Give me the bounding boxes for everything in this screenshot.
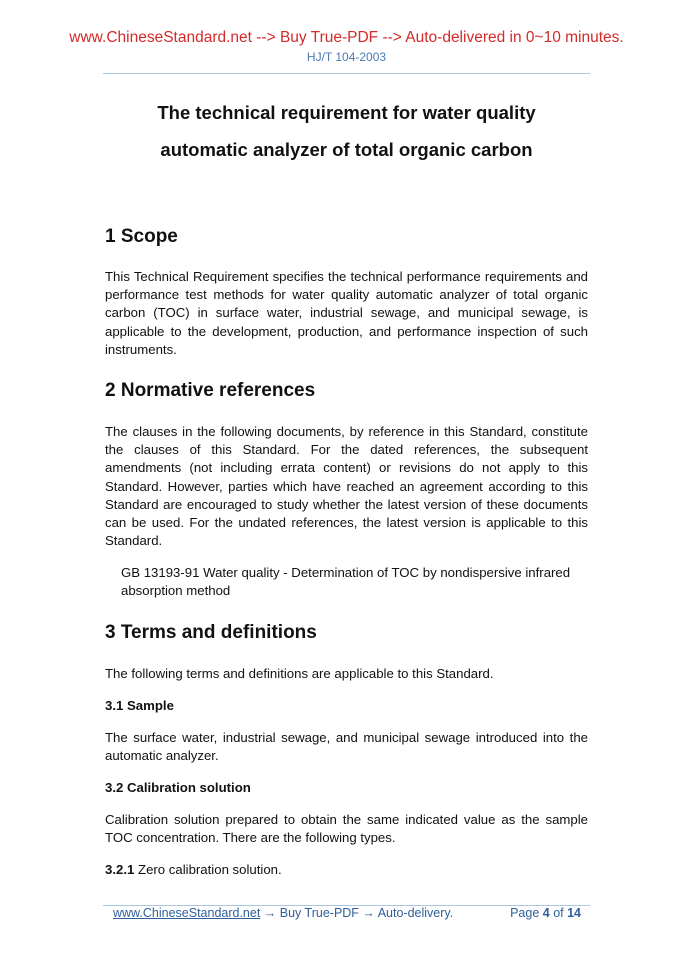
document-number: HJ/T 104-2003 [306,50,387,64]
page-current: 4 [542,906,550,920]
clause-text: Zero calibration solution. [134,862,282,877]
section-heading-terms: 3 Terms and definitions [105,622,317,643]
scope-paragraph: This Technical Requirement specifies the technical performance requirements and performance test methods for water quality automatic analyzer of total organic carbon (TOC) in surface water, industrial sewage, and municipal sewage, is applicable to the development, production, and performance inspection of such instruments. [105,269,588,357]
page-of: of [549,906,568,920]
page-footer [113,906,581,920]
calibration-paragraph: Calibration solution prepared to obtain the same indicated value as the sample TOC concentration. There are the following types. [105,812,588,846]
footer-text: → Buy True-PDF → Auto-delivery. [260,906,454,920]
section-heading-normative: 2 Normative references [105,380,316,401]
subheading-calibration: 3.2 Calibration solution [105,780,251,795]
header-divider [103,73,590,74]
clause-number: 3.2.1 [105,862,135,877]
normative-paragraph: The clauses in the following documents, by reference in this Standard, constitute the clauses of this Standard. For the dated references, the subsequent amendments (not including errata content) or revisions do not apply to this Standard. However, parties which have reached an agreement according to this Standard are encouraged to study whether the latest version of these documents can be used. For the undated references, the latest version is applicable to this Standard. [105,424,588,549]
subheading-sample: 3.1 Sample [105,698,174,713]
page-label: Page [510,906,543,920]
page-total: 14 [567,906,581,920]
reference-item: GB 13193-91 Water quality - Determination of TOC by nondispersive infrared absorption method [121,565,571,599]
page-indicator [510,906,581,920]
sample-paragraph: The surface water, industrial sewage, and municipal sewage introduced into the automatic analyzer. [105,730,588,764]
promo-banner: www.ChineseStandard.net --> Buy True-PDF --> Auto-delivered in 0~10 minutes. [69,29,624,46]
terms-intro: The following terms and definitions are applicable to this Standard. [105,666,494,681]
zero-calibration-item [105,861,588,879]
footer-left [113,906,453,920]
section-heading-scope: 1 Scope [105,226,178,247]
document-title-line1: The technical requirement for water quality [157,102,536,123]
document-title-line2: automatic analyzer of total organic carbon [160,139,533,160]
footer-site-link[interactable]: www.ChineseStandard.net [113,906,261,920]
